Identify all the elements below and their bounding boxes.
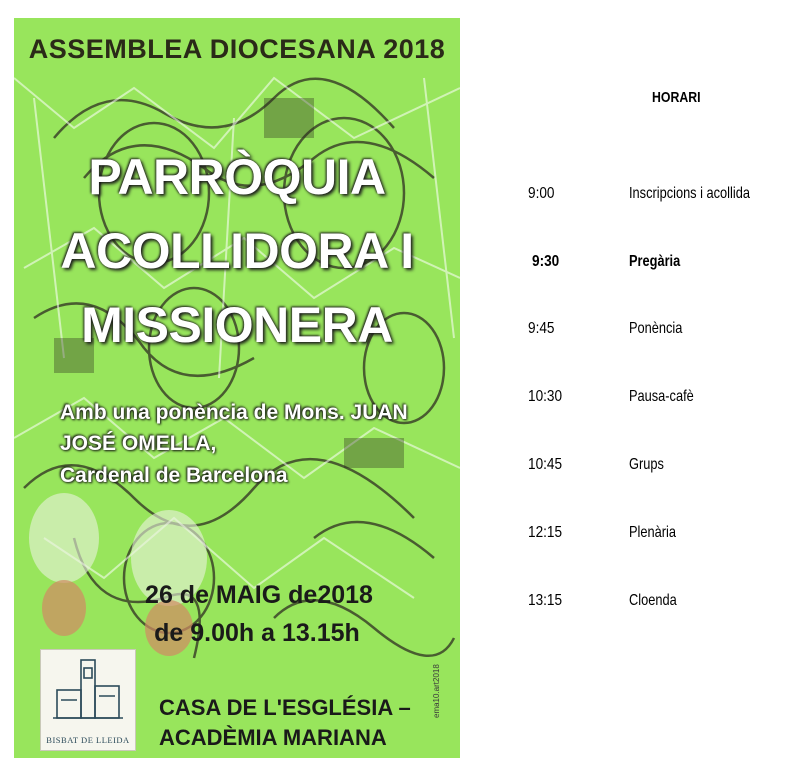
event-poster [14, 18, 460, 758]
row-time: 9:45 [528, 320, 555, 337]
row-activity: Pausa-cafè [629, 388, 694, 405]
diocese-logo [40, 649, 136, 751]
headline-line-3: MISSIONERA [81, 297, 393, 353]
schedule-row [470, 185, 809, 209]
row-time: 10:45 [528, 456, 563, 473]
row-time: 9:30 [532, 253, 560, 270]
schedule-row [470, 320, 809, 344]
event-date: 26 de MAIG de2018 [145, 581, 373, 609]
row-time: 13:15 [528, 592, 563, 609]
schedule [470, 0, 809, 773]
speaker-line-2: JOSÉ OMELLA, [60, 432, 217, 455]
row-activity: Inscripcions i acollida [629, 185, 750, 202]
logo-text: BISBAT DE LLEIDA [46, 735, 130, 745]
speaker-line-1: Amb una ponència de Mons. JUAN [60, 401, 408, 424]
row-time: 10:30 [528, 388, 563, 405]
schedule-row [470, 253, 809, 277]
venue-line-1: CASA DE L'ESGLÉSIA – [159, 695, 411, 720]
schedule-row [470, 592, 809, 616]
poster-title: ASSEMBLEA DIOCESANA 2018 [28, 34, 446, 64]
event-time: de 9.00h a 13.15h [154, 619, 360, 647]
cathedral-icon [51, 656, 125, 726]
schedule-row [470, 456, 809, 480]
schedule-title: HORARI [652, 89, 701, 106]
row-activity: Ponència [629, 320, 683, 337]
schedule-row [470, 388, 809, 412]
row-activity: Grups [629, 456, 664, 473]
row-activity: Cloenda [629, 592, 677, 609]
artist-credit: ema10.art2018 [432, 664, 441, 718]
row-time: 12:15 [528, 524, 563, 541]
headline-line-1: PARRÒQUIA [88, 149, 386, 205]
row-activity: Pregària [629, 253, 681, 270]
venue-line-2: ACADÈMIA MARIANA [159, 725, 387, 750]
schedule-row [470, 524, 809, 548]
row-activity: Plenària [629, 524, 676, 541]
headline-line-2: ACOLLIDORA I [60, 223, 414, 279]
row-time: 9:00 [528, 185, 555, 202]
speaker-line-3: Cardenal de Barcelona [60, 464, 288, 487]
